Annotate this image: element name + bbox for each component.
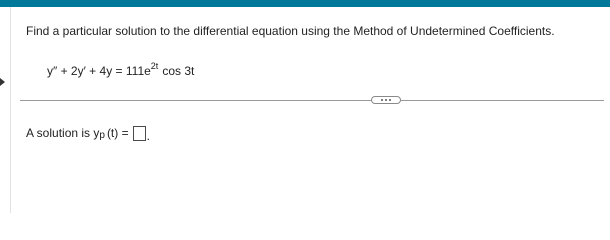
- equation-exponent: 2t: [150, 61, 159, 71]
- more-options-button[interactable]: [371, 96, 401, 104]
- equation-lhs: y″ + 2y′ + 4y = 111e: [47, 64, 151, 78]
- ellipsis-dot: [385, 99, 387, 101]
- equation-trig: cos 3t: [162, 64, 195, 78]
- left-arrow-icon: [0, 78, 5, 86]
- answer-row: [26, 126, 150, 141]
- answer-subscript: p: [99, 130, 105, 141]
- ellipsis-icon: [381, 99, 383, 101]
- differential-equation: [47, 62, 194, 78]
- answer-period: .: [146, 129, 150, 143]
- left-border: [10, 7, 11, 213]
- answer-suffix: (t) =: [106, 126, 129, 140]
- ellipsis-dot: [389, 99, 391, 101]
- section-divider: [20, 100, 604, 101]
- question-prompt: Find a particular solution to the differential equation using the Method of Undetermined Coefficients.: [26, 24, 555, 38]
- top-accent-bar: [0, 0, 610, 7]
- answer-input[interactable]: [133, 126, 146, 141]
- answer-prefix: A solution is y: [26, 126, 100, 140]
